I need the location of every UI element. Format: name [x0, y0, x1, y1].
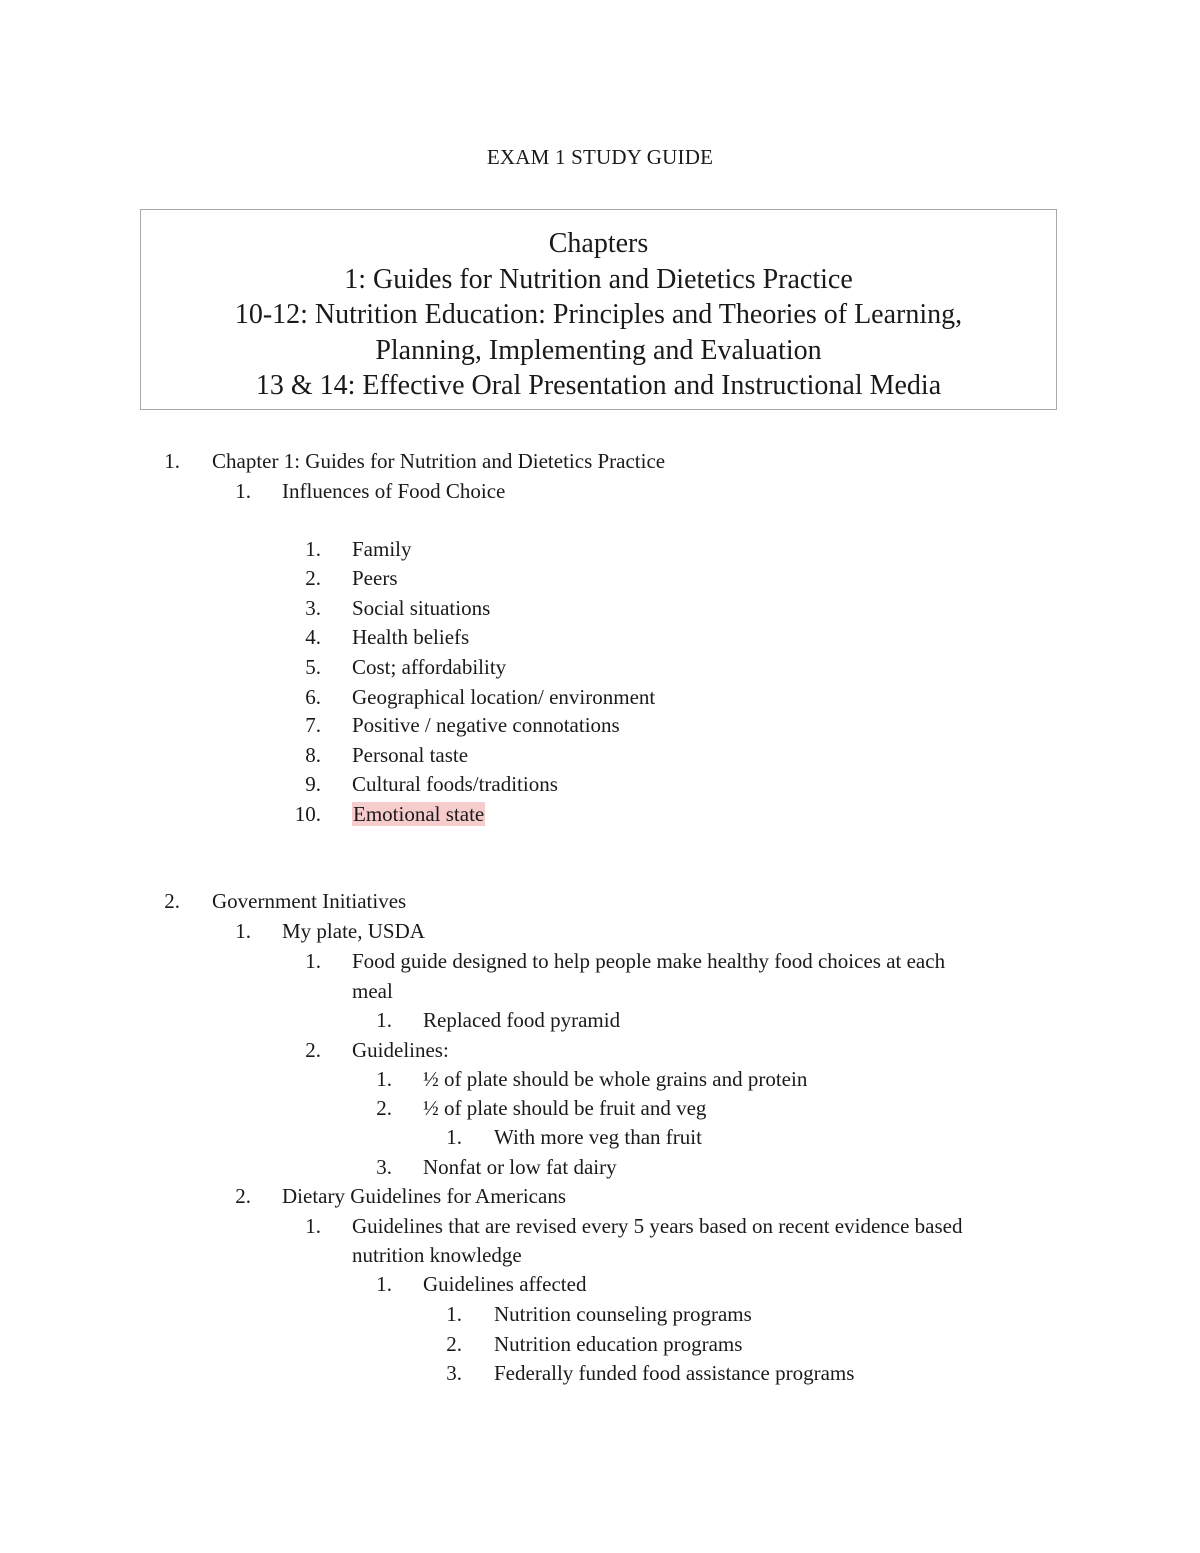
chapters-heading: Chapters	[548, 228, 649, 259]
list-marker: 2.	[305, 1038, 321, 1062]
list-marker: 1.	[376, 1067, 392, 1091]
list-marker: 1.	[446, 1125, 462, 1149]
list-item-text: With more veg than fruit	[494, 1125, 702, 1149]
list-item-text: Personal taste	[352, 743, 469, 767]
list-marker: 3.	[446, 1361, 462, 1385]
list-item-text	[352, 801, 485, 827]
list-marker: 2.	[446, 1332, 462, 1356]
list-item-text: Federally funded food assistance programs	[494, 1361, 855, 1385]
list-item-text: Cost; affordability	[352, 655, 507, 679]
list-marker: 2.	[235, 1184, 251, 1208]
chapters-line: 10-12: Nutrition Education: Principles and Theories of Learning,	[234, 299, 963, 330]
page-title: EXAM 1 STUDY GUIDE	[486, 145, 714, 169]
list-marker: 1.	[164, 449, 180, 473]
list-marker: 1.	[376, 1008, 392, 1032]
list-marker: 3.	[305, 596, 321, 620]
list-marker: 1.	[446, 1302, 462, 1326]
list-marker: 6.	[305, 685, 321, 709]
list-item-text: ½ of plate should be whole grains and protein	[423, 1067, 808, 1091]
list-marker: 1.	[376, 1272, 392, 1296]
list-item-text: Nutrition counseling programs	[494, 1302, 752, 1326]
list-marker: 1.	[235, 479, 251, 503]
chapters-line: 1: Guides for Nutrition and Dietetics Practice	[344, 263, 853, 295]
list-item-text: Family	[352, 537, 412, 561]
list-item-text: Nonfat or low fat dairy	[423, 1155, 617, 1179]
list-item-text: Peers	[352, 566, 398, 590]
list-marker: 1.	[305, 1214, 321, 1238]
list-item-text: Food guide designed to help people make healthy food choices at each	[352, 949, 946, 973]
list-item-text: Chapter 1: Guides for Nutrition and Dietetics Practice	[212, 449, 666, 473]
list-item-text: Cultural foods/traditions	[352, 772, 558, 796]
list-item-text: ½ of plate should be fruit and veg	[423, 1096, 707, 1120]
list-item-text: Nutrition education programs	[494, 1332, 743, 1356]
list-marker: 2.	[305, 566, 321, 590]
list-item-text: Geographical location/ environment	[352, 685, 656, 709]
list-item-text: Health beliefs	[352, 625, 470, 649]
list-marker: 2.	[376, 1096, 392, 1120]
list-marker: 10.	[294, 802, 321, 826]
list-item-text: Government Initiatives	[212, 889, 407, 913]
list-item-text: Influences of Food Choice	[282, 479, 506, 503]
highlighted-text: Emotional state	[353, 802, 485, 826]
list-item-text: My plate, USDA	[282, 919, 425, 943]
list-item-text: Replaced food pyramid	[423, 1008, 621, 1032]
list-item-text: meal	[352, 979, 393, 1003]
list-marker: 4.	[305, 625, 321, 649]
list-marker: 8.	[305, 743, 321, 767]
list-item-text: Guidelines affected	[423, 1272, 587, 1296]
list-item-text: Guidelines that are revised every 5 years based on recent evidence based	[352, 1214, 963, 1238]
list-item-text: nutrition knowledge	[352, 1243, 522, 1267]
chapters-line: Planning, Implementing and Evaluation	[375, 334, 822, 366]
list-item-text: Dietary Guidelines for Americans	[282, 1184, 566, 1208]
list-item-text: Positive / negative connotations	[352, 713, 620, 737]
list-marker: 3.	[376, 1155, 392, 1179]
list-item-text: Social situations	[352, 596, 491, 620]
list-marker: 1.	[235, 919, 251, 943]
list-marker: 7.	[305, 713, 321, 737]
list-marker: 1.	[305, 949, 321, 973]
chapters-box	[140, 209, 1057, 410]
list-marker: 2.	[164, 889, 180, 913]
list-marker: 5.	[305, 655, 321, 679]
list-marker: 9.	[305, 772, 321, 796]
list-marker: 1.	[305, 537, 321, 561]
list-item-text: Guidelines:	[352, 1038, 449, 1062]
chapters-line: 13 & 14: Effective Oral Presentation and Instructional Media	[255, 370, 942, 401]
